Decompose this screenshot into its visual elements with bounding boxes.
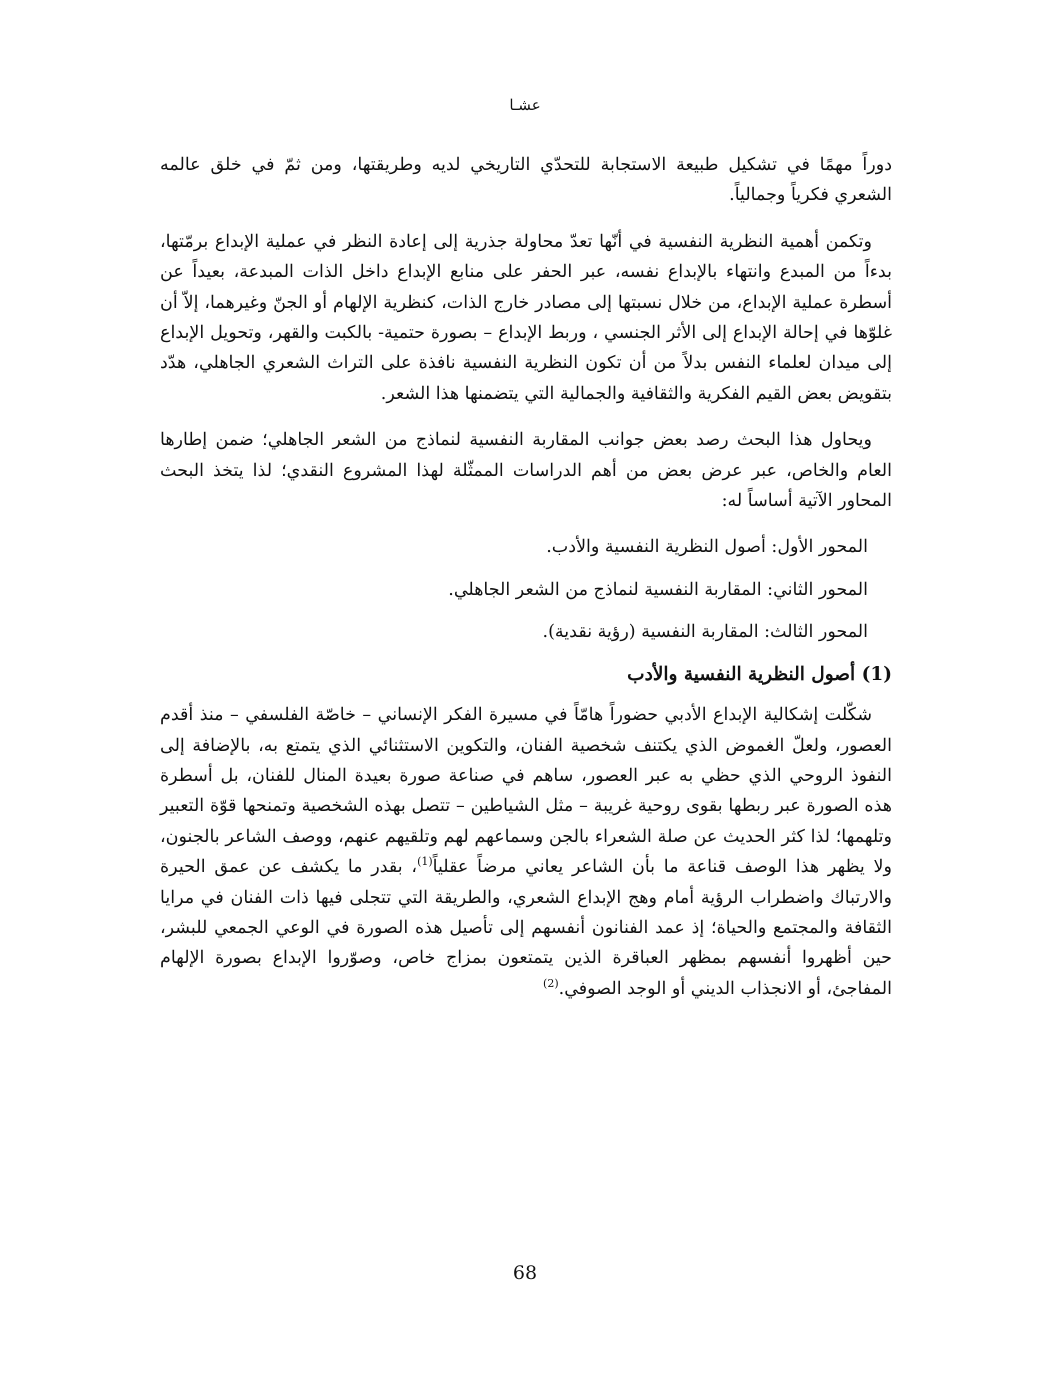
axis-item-third: المحور الثالث: المقاربة النفسية (رؤية نقدية). [542,622,868,643]
body-text [160,150,892,1020]
research-axes-list [160,532,892,647]
section-body-part1: شكّلت إشكالية الإبداع الأدبي حضوراً هامّاً في مسيرة الفكر الإنساني – خاصّة الفلسفي – منذ أقدم العصور، ولعلّ الغموض الذي يكتنف شخصية الفنان، والتكوين الاستثنائي الذي يتمتع به، بالإضافة إلى النفوذ الروحي الذي حظي به عبر العصور، ساهم في صناعة صورة بعيدة المنال للفنان، بل أسطرة هذه الصورة عبر ربطها بقوى روحية غريبة – مثل الشياطين – تتصل بهذه الشخصية وتمنحها قوّة التعبير وتلهمها؛ لذا كثر الحديث عن صلة الشعراء بالجن وسماعهم لهم وتلقيهم عنهم، ووصف الشاعر بالجنون، ولا يظهر هذا الوصف قناعة ما بأن الشاعر يعاني مرضاً عقلياً [160,705,892,878]
axis-item-second: المحور الثاني: المقاربة النفسية لنماذج من الشعر الجاهلي. [448,579,868,600]
paragraph-text: وتكمن أهمية النظرية النفسية في أنّها تعدّ محاولة جذرية إلى إعادة النظر في عملية الإبداع برمّتها، بدءاً من المبدع وانتهاء بالإبداع نفسه، عبر الحفر على منابع الإبداع داخل الذات المبدعة، بعيداً عن أسطرة عملية الإبداع، من خلال نسبتها إلى مصادر خارج الذات، كنظرية الإلهام أو الجنّ وغيرهما، إلاّ أن غلوّها في إحالة الإبداع إلى الأثر الجنسي ، وربط الإبداع – بصورة حتمية- بالكبت والقهر، وتحويل الإبداع إلى ميدان لعلماء النفس بدلاً من أن تكون النظرية النفسية نافذة على التراث الشعري الجاهلي، هدّد بتقويض بعض القيم الفكرية والثقافية والجمالية التي يتضمنها هذا الشعر. [160,231,892,404]
paragraph-research-aim [160,425,892,516]
paragraph-psychological-theory-importance [160,227,892,409]
footnote-reference-2[interactable]: (2) [543,976,559,990]
axis-item-first: المحور الأول: أصول النظرية النفسية والأدب. [546,537,868,558]
section-body-paragraph [160,700,892,1004]
paragraph-text: ويحاول هذا البحث رصد بعض جوانب المقاربة النفسية لنماذج من الشعر الجاهلي؛ ضمن إطارها العام والخاص، عبر عرض بعض من أهم الدراسات الممثّلة لهذا المشروع النقدي؛ لذا يتخذ البحث المحاور الآتية أساساً له: [160,430,892,512]
footnote-reference-1[interactable]: (1) [417,855,433,869]
section-body-part2: ، بقدر ما يكشف عن عمق الحيرة والارتباك واضطراب الرؤية أمام وهج الإبداع الشعري، والطريقة التي تتجلى فيها ذات الفنان في مرايا الثقافة والمجتمع والحياة؛ إذ عمد الفنانون أنفسهم إلى تأصيل هذه الصورة في الوعي الجمعي للبشر، حين أظهروا أنفسهم بمظهر العباقرة الذين يتمتعون بمزاج خاص، وصوّروا الإبداع بصورة الإلهام المفاجئ، أو الانجذاب الديني أو الوجد الصوفي. [160,857,892,999]
page-number: 68 [512,1262,538,1284]
paragraph-continuation: دوراً مهمًا في تشكيل طبيعة الاستجابة للتحدّي التاريخي لديه وطريقتها، ومن ثمّ في خلق عالمه الشعري فكرياً وجمالياً. [160,155,892,206]
section-heading: (1) أصول النظرية النفسية والأدب [627,663,892,685]
running-header: عشـا [509,96,541,114]
